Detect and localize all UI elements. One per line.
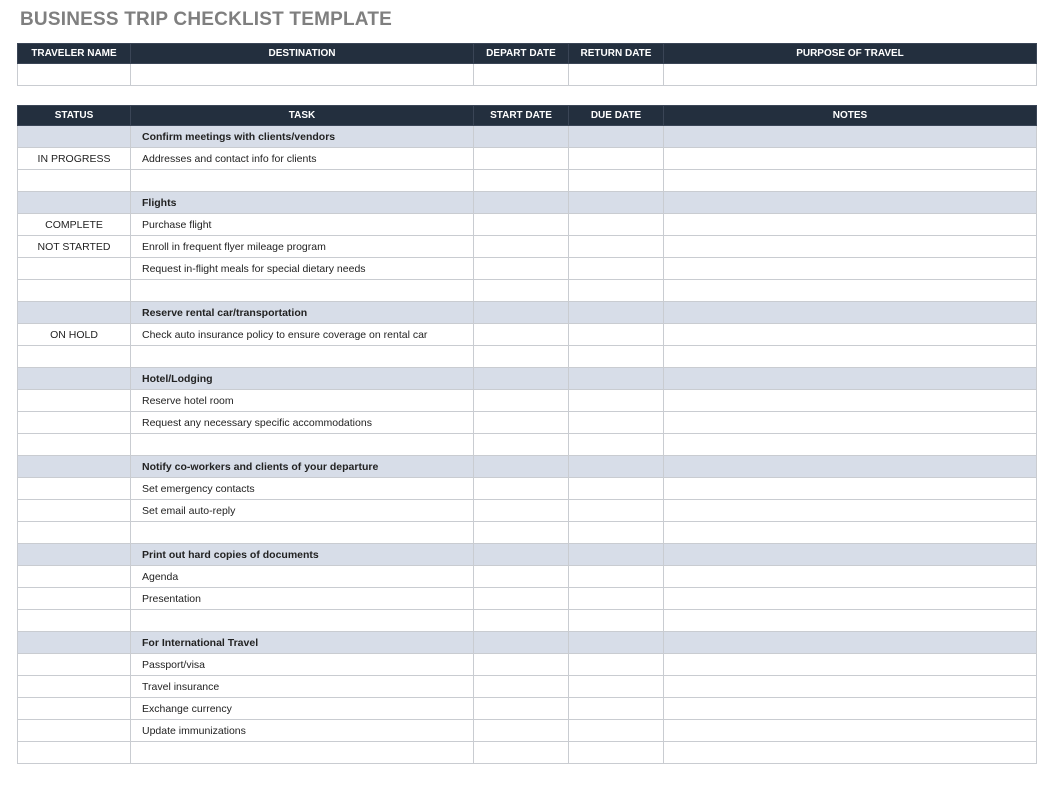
checklist-header-row [18, 106, 1037, 126]
due-date-cell[interactable] [569, 412, 664, 434]
table-row [18, 676, 1037, 698]
notes-cell[interactable] [664, 236, 1037, 258]
task-cell[interactable]: Set emergency contacts [131, 478, 474, 500]
status-cell[interactable] [18, 742, 131, 764]
start-date-cell[interactable] [474, 148, 569, 170]
task-cell[interactable]: Passport/visa [131, 654, 474, 676]
table-row [18, 170, 1037, 192]
task-cell[interactable]: Confirm meetings with clients/vendors [131, 126, 474, 148]
table-row [18, 280, 1037, 302]
task-cell[interactable] [131, 346, 474, 368]
table-row [18, 214, 1037, 236]
task-cell[interactable] [131, 280, 474, 302]
notes-cell[interactable] [664, 522, 1037, 544]
task-cell[interactable]: Presentation [131, 588, 474, 610]
task-cell[interactable] [131, 610, 474, 632]
notes-cell[interactable] [664, 280, 1037, 302]
checklist-table [17, 105, 1037, 764]
start-date-cell[interactable] [474, 412, 569, 434]
task-cell[interactable]: Purchase flight [131, 214, 474, 236]
return-date-header: RETURN DATE [569, 44, 664, 64]
notes-cell[interactable] [664, 302, 1037, 324]
section-row [18, 632, 1037, 654]
start-date-cell[interactable] [474, 632, 569, 654]
status-cell[interactable] [18, 170, 131, 192]
table-row [18, 610, 1037, 632]
due-date-cell[interactable] [569, 126, 664, 148]
status-cell[interactable] [18, 720, 131, 742]
notes-cell[interactable] [664, 390, 1037, 412]
start-date-cell[interactable] [474, 390, 569, 412]
table-row [18, 588, 1037, 610]
due-date-cell[interactable] [569, 192, 664, 214]
due-date-cell[interactable] [569, 676, 664, 698]
task-cell[interactable]: Exchange currency [131, 698, 474, 720]
task-cell[interactable]: Update immunizations [131, 720, 474, 742]
status-cell[interactable] [18, 632, 131, 654]
task-cell[interactable] [131, 742, 474, 764]
table-row [18, 390, 1037, 412]
start-date-cell[interactable] [474, 698, 569, 720]
task-cell[interactable]: Request in-flight meals for special dietary needs [131, 258, 474, 280]
due-date-cell[interactable] [569, 478, 664, 500]
table-row [18, 346, 1037, 368]
notes-cell[interactable] [664, 214, 1037, 236]
notes-cell[interactable] [664, 126, 1037, 148]
start-date-cell[interactable] [474, 456, 569, 478]
status-cell[interactable] [18, 566, 131, 588]
due-date-cell[interactable] [569, 324, 664, 346]
depart-date-header: DEPART DATE [474, 44, 569, 64]
section-row [18, 544, 1037, 566]
table-row [18, 148, 1037, 170]
status-cell[interactable] [18, 302, 131, 324]
start-date-cell[interactable] [474, 566, 569, 588]
notes-cell[interactable] [664, 632, 1037, 654]
task-cell[interactable]: Enroll in frequent flyer mileage program [131, 236, 474, 258]
due-date-cell[interactable] [569, 654, 664, 676]
notes-cell[interactable] [664, 456, 1037, 478]
table-row [18, 412, 1037, 434]
table-row [18, 324, 1037, 346]
notes-cell[interactable] [664, 500, 1037, 522]
table-row [18, 434, 1037, 456]
notes-cell[interactable] [664, 610, 1037, 632]
destination-header: DESTINATION [131, 44, 474, 64]
notes-cell[interactable] [664, 654, 1037, 676]
due-date-cell[interactable] [569, 456, 664, 478]
task-cell[interactable]: Print out hard copies of documents [131, 544, 474, 566]
due-date-header: DUE DATE [569, 106, 664, 126]
status-cell[interactable] [18, 434, 131, 456]
due-date-cell[interactable] [569, 214, 664, 236]
start-date-cell[interactable] [474, 302, 569, 324]
task-cell[interactable]: Travel insurance [131, 676, 474, 698]
traveler-name-header: TRAVELER NAME [18, 44, 131, 64]
start-date-cell[interactable] [474, 236, 569, 258]
notes-cell[interactable] [664, 544, 1037, 566]
status-cell[interactable] [18, 280, 131, 302]
notes-cell[interactable] [664, 258, 1037, 280]
notes-cell[interactable] [664, 368, 1037, 390]
task-cell[interactable]: Agenda [131, 566, 474, 588]
status-cell[interactable] [18, 698, 131, 720]
status-cell[interactable] [18, 544, 131, 566]
notes-header: NOTES [664, 106, 1037, 126]
start-date-cell[interactable] [474, 676, 569, 698]
due-date-cell[interactable] [569, 544, 664, 566]
table-row [18, 720, 1037, 742]
section-row [18, 192, 1037, 214]
task-cell[interactable]: Reserve rental car/transportation [131, 302, 474, 324]
depart-date-cell[interactable] [474, 64, 569, 86]
section-row [18, 126, 1037, 148]
status-cell[interactable] [18, 610, 131, 632]
due-date-cell[interactable] [569, 236, 664, 258]
notes-cell[interactable] [664, 148, 1037, 170]
status-cell[interactable] [18, 126, 131, 148]
start-date-cell[interactable] [474, 192, 569, 214]
status-cell[interactable]: COMPLETE [18, 214, 131, 236]
start-date-cell[interactable] [474, 522, 569, 544]
start-date-header: START DATE [474, 106, 569, 126]
status-cell[interactable]: ON HOLD [18, 324, 131, 346]
due-date-cell[interactable] [569, 434, 664, 456]
due-date-cell[interactable] [569, 280, 664, 302]
destination-cell[interactable] [131, 64, 474, 86]
task-cell[interactable]: Flights [131, 192, 474, 214]
start-date-cell[interactable] [474, 478, 569, 500]
notes-cell[interactable] [664, 742, 1037, 764]
table-row [18, 236, 1037, 258]
notes-cell[interactable] [664, 720, 1037, 742]
status-cell[interactable] [18, 456, 131, 478]
start-date-cell[interactable] [474, 126, 569, 148]
status-cell[interactable] [18, 390, 131, 412]
status-cell[interactable] [18, 478, 131, 500]
notes-cell[interactable] [664, 324, 1037, 346]
start-date-cell[interactable] [474, 742, 569, 764]
section-row [18, 302, 1037, 324]
notes-cell[interactable] [664, 346, 1037, 368]
due-date-cell[interactable] [569, 390, 664, 412]
task-cell[interactable]: Request any necessary specific accommodations [131, 412, 474, 434]
start-date-cell[interactable] [474, 544, 569, 566]
start-date-cell[interactable] [474, 346, 569, 368]
purpose-of-travel-header: PURPOSE OF TRAVEL [664, 44, 1037, 64]
start-date-cell[interactable] [474, 170, 569, 192]
start-date-cell[interactable] [474, 588, 569, 610]
start-date-cell[interactable] [474, 610, 569, 632]
section-row [18, 456, 1037, 478]
due-date-cell[interactable] [569, 258, 664, 280]
start-date-cell[interactable] [474, 720, 569, 742]
due-date-cell[interactable] [569, 698, 664, 720]
start-date-cell[interactable] [474, 214, 569, 236]
status-cell[interactable] [18, 258, 131, 280]
traveler-name-cell[interactable] [18, 64, 131, 86]
status-cell[interactable] [18, 676, 131, 698]
section-row [18, 368, 1037, 390]
due-date-cell[interactable] [569, 742, 664, 764]
due-date-cell[interactable] [569, 588, 664, 610]
status-cell[interactable]: IN PROGRESS [18, 148, 131, 170]
page-title: BUSINESS TRIP CHECKLIST TEMPLATE [20, 9, 393, 30]
task-cell[interactable]: For International Travel [131, 632, 474, 654]
task-cell[interactable] [131, 522, 474, 544]
due-date-cell[interactable] [569, 368, 664, 390]
status-cell[interactable] [18, 346, 131, 368]
notes-cell[interactable] [664, 434, 1037, 456]
table-row [18, 522, 1037, 544]
notes-cell[interactable] [664, 170, 1037, 192]
start-date-cell[interactable] [474, 368, 569, 390]
notes-cell[interactable] [664, 588, 1037, 610]
due-date-cell[interactable] [569, 148, 664, 170]
task-cell[interactable]: Hotel/Lodging [131, 368, 474, 390]
start-date-cell[interactable] [474, 280, 569, 302]
status-cell[interactable] [18, 654, 131, 676]
notes-cell[interactable] [664, 412, 1037, 434]
status-cell[interactable] [18, 368, 131, 390]
task-cell[interactable]: Set email auto-reply [131, 500, 474, 522]
start-date-cell[interactable] [474, 500, 569, 522]
status-cell[interactable] [18, 412, 131, 434]
due-date-cell[interactable] [569, 302, 664, 324]
status-cell[interactable] [18, 588, 131, 610]
notes-cell[interactable] [664, 192, 1037, 214]
table-row [18, 698, 1037, 720]
trip-info-header-row [18, 44, 1037, 64]
status-cell[interactable] [18, 500, 131, 522]
return-date-cell[interactable] [569, 64, 664, 86]
table-row [18, 654, 1037, 676]
trip-info-table [17, 43, 1037, 86]
table-row [18, 478, 1037, 500]
due-date-cell[interactable] [569, 632, 664, 654]
due-date-cell[interactable] [569, 522, 664, 544]
task-cell[interactable]: Notify co-workers and clients of your departure [131, 456, 474, 478]
due-date-cell[interactable] [569, 566, 664, 588]
task-cell[interactable]: Check auto insurance policy to ensure coverage on rental car [131, 324, 474, 346]
status-cell[interactable] [18, 192, 131, 214]
status-cell[interactable] [18, 522, 131, 544]
start-date-cell[interactable] [474, 434, 569, 456]
start-date-cell[interactable] [474, 654, 569, 676]
checklist-body [18, 126, 1037, 764]
due-date-cell[interactable] [569, 170, 664, 192]
table-row [18, 500, 1037, 522]
table-row [18, 566, 1037, 588]
due-date-cell[interactable] [569, 346, 664, 368]
table-row [18, 258, 1037, 280]
notes-cell[interactable] [664, 698, 1037, 720]
table-row [18, 742, 1037, 764]
task-cell[interactable]: Addresses and contact info for clients [131, 148, 474, 170]
purpose-of-travel-cell[interactable] [664, 64, 1037, 86]
due-date-cell[interactable] [569, 720, 664, 742]
due-date-cell[interactable] [569, 500, 664, 522]
notes-cell[interactable] [664, 566, 1037, 588]
task-cell[interactable]: Reserve hotel room [131, 390, 474, 412]
task-cell[interactable] [131, 434, 474, 456]
status-header: STATUS [18, 106, 131, 126]
notes-cell[interactable] [664, 478, 1037, 500]
due-date-cell[interactable] [569, 610, 664, 632]
task-header: TASK [131, 106, 474, 126]
trip-info-row [18, 64, 1037, 86]
start-date-cell[interactable] [474, 258, 569, 280]
notes-cell[interactable] [664, 676, 1037, 698]
task-cell[interactable] [131, 170, 474, 192]
start-date-cell[interactable] [474, 324, 569, 346]
status-cell[interactable]: NOT STARTED [18, 236, 131, 258]
